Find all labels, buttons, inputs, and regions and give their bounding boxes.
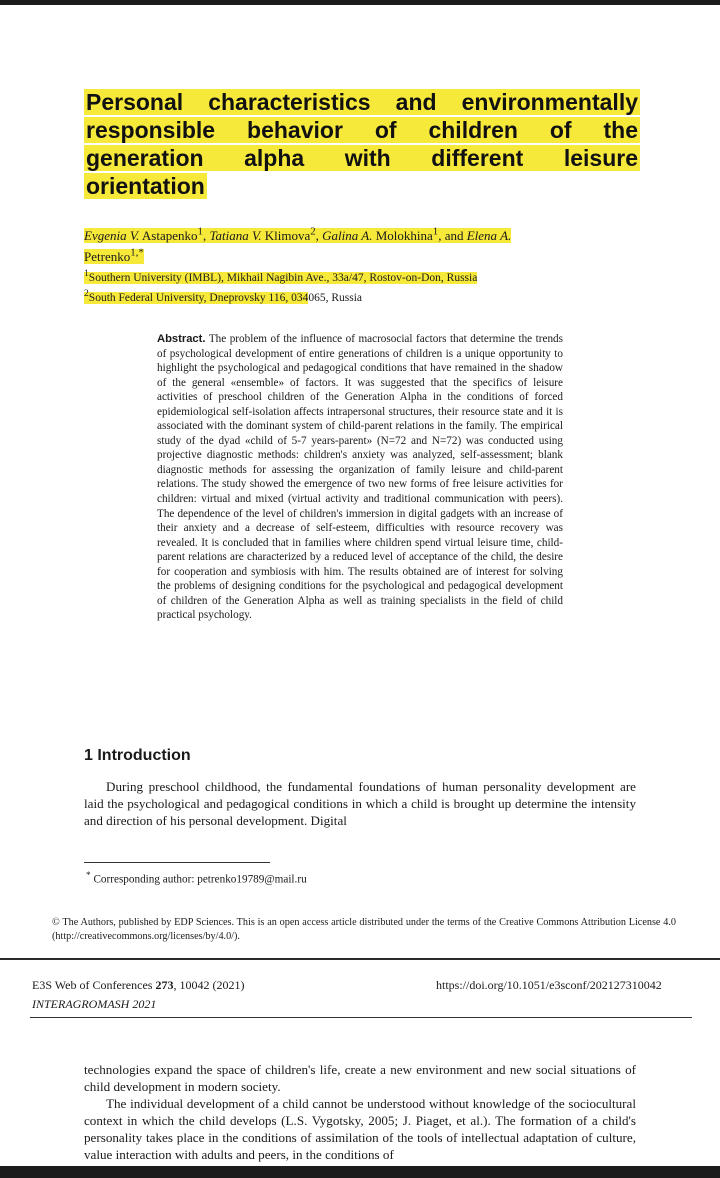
- affiliation-1: $^1$Southern University (IMBL), Mikhail Nagibin Ave., 33a/47, Rostov-on-Don, Russia: [84, 268, 478, 284]
- abstract-label: Abstract.: [157, 333, 206, 345]
- abstract: [157, 332, 563, 623]
- page-2-paragraph-1: technologies expand the space of children's life, create a new environment and new social situations of child development in modern society.: [84, 1062, 636, 1094]
- author-3-name: Galina A.: [322, 228, 373, 244]
- bottom-frame-bar: [0, 1166, 720, 1178]
- footnote-mark: *: [86, 871, 91, 881]
- corresponding-author-footnote: [86, 869, 307, 887]
- author-4-name: Elena A.: [466, 228, 512, 244]
- running-header-journal: E3S Web of Conferences 273, 10042 (2021) INTERAGROMASH 2021: [32, 976, 244, 1014]
- page-break-divider: [0, 958, 720, 960]
- author-2-surname: Klimova: [264, 228, 311, 244]
- title-line-4: orientation: [86, 173, 205, 199]
- title-line-3: generation alpha with different leisure: [86, 145, 638, 171]
- doi-link[interactable]: https://doi.org/10.1051/e3sconf/202127310042: [436, 978, 662, 992]
- conference-name: INTERAGROMASH 2021: [32, 997, 157, 1011]
- title-line-2: responsible behavior of children of the: [86, 117, 638, 143]
- author-1-name: Evgenia V.: [84, 228, 140, 244]
- author-2-affil-mark: 2: [310, 226, 316, 238]
- author-4-affil-mark: 1,*: [130, 246, 144, 259]
- author-2-name: Tatiana V.: [209, 228, 262, 244]
- author-3-surname: Molokhina: [375, 228, 433, 244]
- abstract-text: The problem of the influence of macrosocial factors that determine the trends of psychological development of entire generations of children is a unique opportunity to highlight the psychological and pedagogical conditions that have remained in the shadow of the general «ensemble» of factors. It was suggested that the specifics of leisure activities of preschool children of the Generation Alpha in the conditions of forced epidemiological self-isolation affects intrapersonal structures, their resource state and it is associated with the dominant system of child-parent relations in the family. The empirical study of the dyad «child of 5-7 years-parent» (N=72 and N=72) was conducted using projective diagnostic methods: children's anxiety was analyzed, self-assessment; blank diagnostic methods for assessing the organization of family leisure and child-parent relations. The study showed the emergence of two new forms of free leisure activities for children: virtual and mixed (virtual activity and traditional communication with peers). The dependence of the level of children's immersion in digital gadgets with an increase of their anxiety and a decrease of self-esteem, difficulties with resource recovery was revealed. It is concluded that in families where children spend virtual leisure time, child-parent relations are characterized by a reduced level of acceptance of the child, the desire for cooperation and symbiosis with him. The results obtained are of interest for solving the problems of designing conditions for the psychological and pedagogical development of children of the Generation Alpha as well as training specialists in the field of child practical psychology.: [157, 333, 563, 622]
- page-2-paragraph-2: The individual development of a child cannot be understood without knowledge of the sociocultural context in which the child develops (L.S. Vygotsky, 2005; J. Piaget, et al.). The formation of a child's personality takes place in the conditions of assimilation of the tools of intellectual adaptation of culture, value interaction with adults and peers, in the conditions of: [84, 1096, 636, 1162]
- journal-volume: 273: [155, 978, 174, 992]
- footnote-text: Corresponding author: petrenko19789@mail.ru: [93, 873, 307, 886]
- introduction-paragraph: During preschool childhood, the fundamental foundations of human personality development are laid the psychological and pedagogical conditions in which a child is brought up determine the intensity and direction of his personal development. Digital: [84, 779, 636, 828]
- title-line-1: Personal characteristics and environmentally: [86, 89, 638, 115]
- affiliation-2: $^2$South Federal University, Dneprovsky 116, 034065, Russia: [84, 287, 363, 304]
- paper-title: [84, 88, 640, 200]
- header-divider: [30, 1017, 692, 1018]
- author-list: Evgenia V. Astapenko$^1$, Tatiana V. Klimova$^2$, Galina A. Molokhina$^1$, and Elena A. Petrenko$^{1,*}$: [84, 226, 512, 264]
- license-notice: © The Authors, published by EDP Sciences. This is an open access article distributed under the terms of the Creative Commons Attribution License 4.0 (http://creativecommons.org/licenses/by/4.0/).: [52, 917, 676, 942]
- author-1-affil-mark: 1: [197, 226, 203, 238]
- footnote-divider: [84, 862, 270, 863]
- author-conjunction: , and: [438, 228, 464, 244]
- top-frame-bar: [0, 0, 720, 5]
- section-heading-introduction: 1 Introduction: [84, 747, 191, 764]
- page-2-body: [84, 1061, 636, 1163]
- author-1-surname: Astapenko: [141, 228, 198, 244]
- author-4-surname: Petrenko: [84, 248, 131, 264]
- affiliations: [84, 266, 644, 306]
- author-3-affil-mark: 1: [432, 226, 439, 238]
